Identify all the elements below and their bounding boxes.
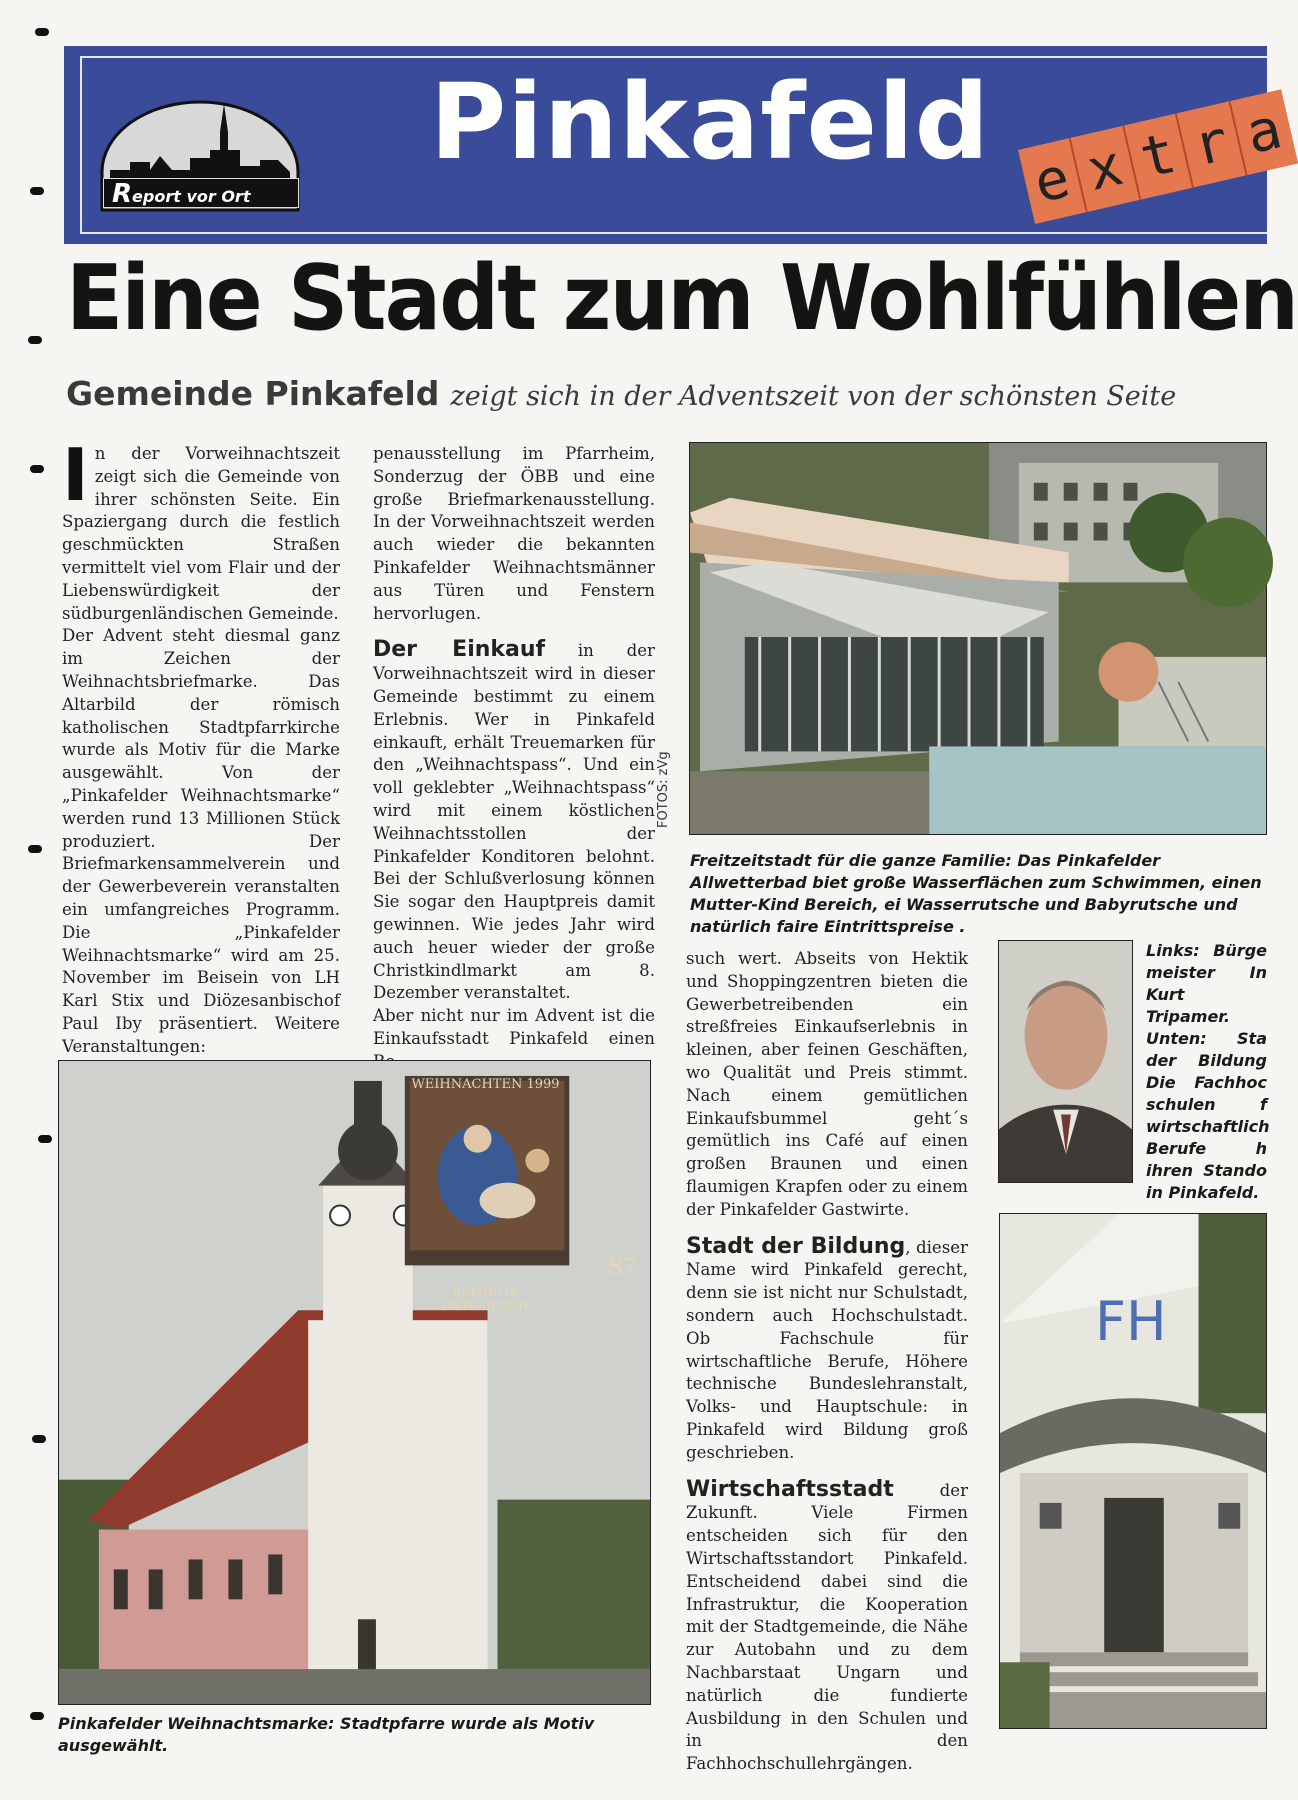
pool-photo bbox=[689, 442, 1267, 835]
margin-mark bbox=[32, 1435, 46, 1443]
dropcap: I bbox=[62, 433, 89, 517]
article-column-2 bbox=[373, 443, 655, 1074]
section-head-wirtschaft: Wirtschaftsstadt bbox=[686, 1476, 894, 1502]
extra-letter: x bbox=[1071, 126, 1141, 212]
logo-label: Report vor Ort bbox=[103, 178, 299, 208]
church-photo bbox=[58, 1060, 651, 1705]
margin-mark bbox=[30, 1712, 44, 1720]
section-head-einkauf: Der Einkauf bbox=[373, 637, 546, 663]
article-paragraph: penausstellung im Pfarrheim, Sonderzug der ÖBB und eine große Briefmarkenausstellung. In der Vorweihnachtszeit werden auch wieder die bekannten Pinkafelder Weihnachtsmänner aus Türen und Fenstern hervorlugen. bbox=[373, 444, 655, 623]
church-photo-caption: Pinkafelder Weihnachtsmarke: Stadtpfarre wurde als Motiv ausgewählt. bbox=[58, 1714, 595, 1755]
article-paragraph: In der Vorweihnachtszeit zeigt sich die Gemeinde von ihrer schönsten Seite. Ein Spaziergang durch die festlich geschmückten Straßen vermittelt viel vom Flair und der Liebenswürdigkeit der südburgenländischen Gemeinde. bbox=[62, 433, 340, 623]
article-column-3 bbox=[686, 948, 968, 1776]
article-paragraph: Stadt der Bildung, dieser Name wird Pinkafeld gerecht, denn sie ist nicht nur Schulstadt, sondern auch Hochschulstadt. Ob Fachschule für wirtschaftliche Berufe, Höhere technische Bundeslehranstalt, Volks- und Hauptschule: in Pinkafeld wird Bildung groß geschrieben. bbox=[686, 1233, 968, 1462]
subheadline bbox=[66, 374, 1176, 413]
portrait-photo bbox=[998, 940, 1133, 1183]
fh-sign: FH bbox=[1095, 1290, 1167, 1353]
stamp-top-text: WEIHNACHTEN 1999 bbox=[411, 1077, 560, 1092]
extra-letter: r bbox=[1177, 101, 1247, 187]
pool-photo-caption: Freitzeitstadt für die ganze Familie: Das Pinkafelder Allwetterbad biet große Wasserflächen zum Schwimmen, einen Mutter-Kind Bereich, ei Wasserrutsche und Babyrutsche und natürlich faire Eintrittspreise . bbox=[690, 851, 1262, 936]
article-paragraph: Der Einkauf in der Vorweihnachtszeit wird in dieser Gemeinde bestimmt zu einem Erlebnis. Wer in Pinkafeld einkauft, erhält Treuemarken für den „Weihnachtspass“. Und ein voll geklebter „Weihnachtspass“ wird mit einem köstlichen Weihnachtsstollen der Pinkafelder Konditoren belohnt. Bei der Schlußverlosung können Sie sogar den Hauptpreis damit gewinnen. Wie jedes Jahr wird auch heuer wieder der große Christkindlmarkt am 8. Dezember veranstaltet. bbox=[373, 637, 655, 1003]
article-paragraph: Der Advent steht diesmal ganz im Zeichen der Weihnachtsbriefmarke. Das Altarbild der römisch katholischen Stadtpfarrkirche wurde als Motiv für die Marke ausgewählt. Von der „Pinkafelder Weihnachtsmarke“ werden rund 13 Millionen Stück produziert. Der Briefmarkensammelverein und der Gewerbeverein veranstalten ein umfangreiches Programm. Die „Pinkafelder Weihnachtsmarke“ wird am 25. November im Beisein von LH Karl Stix und Diözesanbischof Paul Iby präsentiert. Weitere Veranstaltungen: bbox=[62, 626, 340, 1056]
margin-mark bbox=[28, 336, 42, 344]
margin-mark bbox=[28, 845, 42, 853]
article-paragraph: Wirtschaftsstadt der Zukunft. Viele Firmen entscheiden sich für den Wirtschaftsstandort Pinkafeld. Entscheidend dabei sind die Infrastruktur, die Kooperation mit der Stadtgemeinde, die Nähe zur Autobahn und zu dem Nachbarstaat Ungarn und natürlich die fundierte Ausbildung in den Schulen und in den Fachhochschullehrgängen. bbox=[686, 1476, 968, 1774]
extra-letter: e bbox=[1018, 138, 1088, 224]
subhead-italic: zeigt sich in der Adventszeit von der schönsten Seite bbox=[450, 381, 1177, 412]
article-paragraph: such wert. Abseits von Hektik und Shoppingzentren bieten die Gewerbetreibenden ein streßfreies Einkaufserlebnis in kleinen, aber feinen Geschäften, wo Qualität und Preis stimmt. Nach einem gemütlichen Einkaufsbummel geht´s gemütlich ins Café auf einen großen Braunen und einen flaumigen Krapfen oder zu einem der Pinkafelder Gastwirte. bbox=[686, 949, 968, 1219]
headline: Eine Stadt zum Wohlfühlen bbox=[66, 246, 1298, 351]
stamp-bottom-text: REPUBLIK ÖSTERREICH bbox=[442, 1285, 529, 1313]
margin-mark bbox=[30, 187, 44, 195]
article-paragraph: Aber nicht nur im Advent ist die Einkaufsstadt Pinkafeld einen bbox=[373, 1006, 655, 1048]
extra-letter: a bbox=[1240, 96, 1288, 168]
stamp-value: S7 bbox=[608, 1255, 638, 1280]
margin-mark bbox=[30, 465, 44, 473]
extra-letter: t bbox=[1124, 113, 1194, 199]
photo-credit: FOTOS: zVg bbox=[656, 751, 671, 828]
margin-mark bbox=[38, 1135, 52, 1143]
article-column-1 bbox=[62, 433, 340, 1127]
margin-mark bbox=[35, 28, 49, 36]
section-head-bildung: Stadt der Bildung bbox=[686, 1233, 906, 1259]
section-title: Pinkafeld bbox=[430, 61, 991, 183]
subhead-bold: Gemeinde Pinkafeld bbox=[66, 374, 440, 413]
portrait-caption: Links: Bürge meister In Kurt Tripamer. Unten: Sta der Bildung Die Fachhoc schulen f wirtschaftlich Berufe h ihren Stando in Pinkafeld. bbox=[1146, 941, 1270, 1202]
